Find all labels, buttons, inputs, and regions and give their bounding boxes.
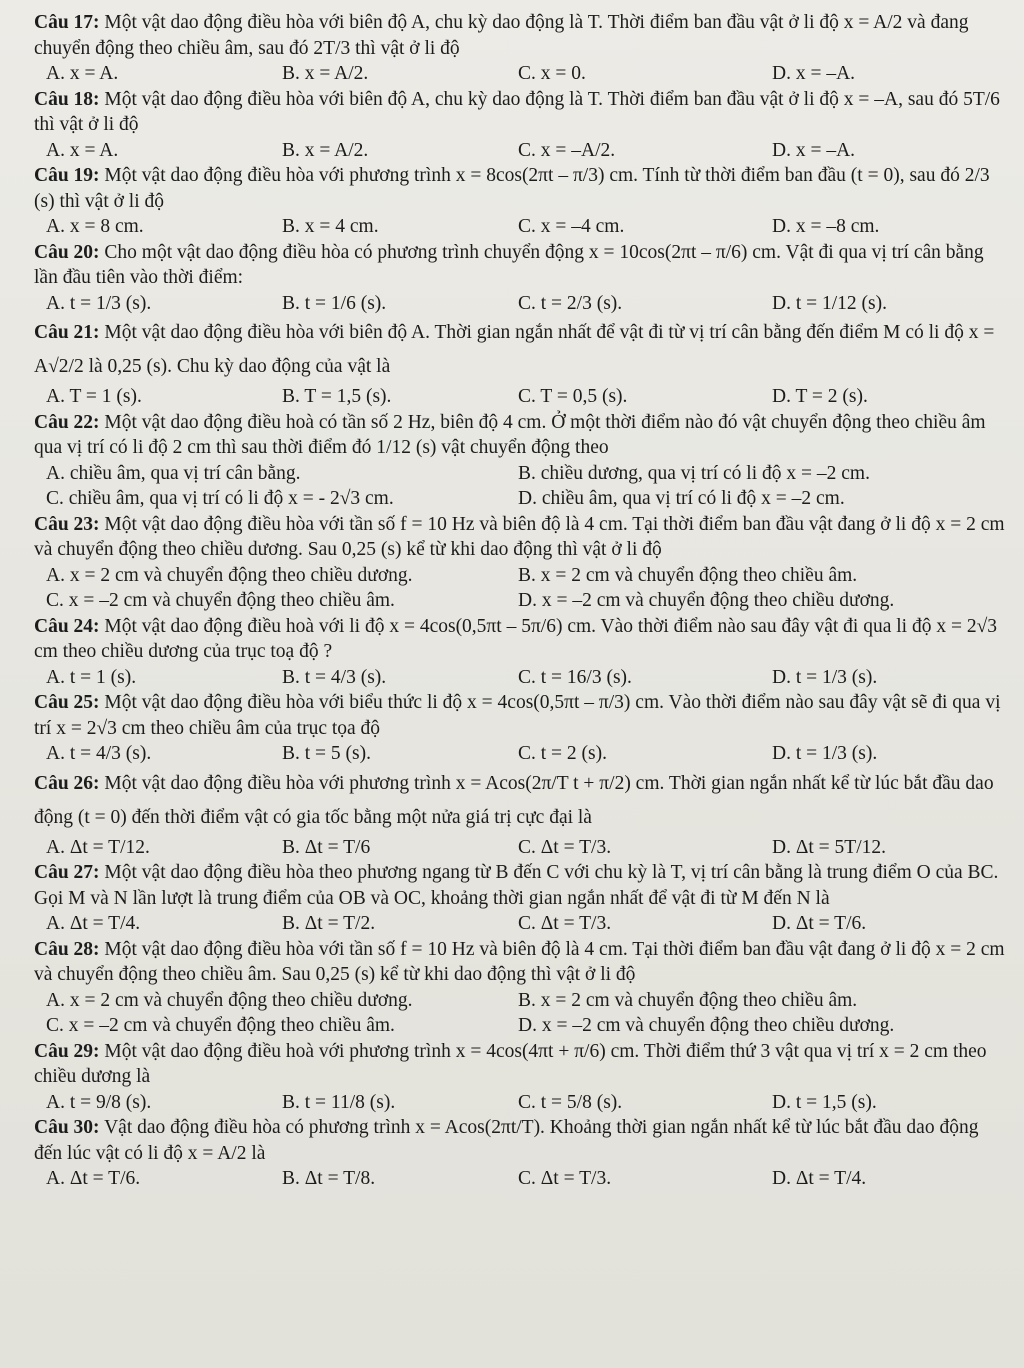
option-b: B. x = 2 cm và chuyển động theo chiều âm. <box>518 989 858 1011</box>
question-21 <box>34 316 1006 410</box>
question-label: Câu 28: <box>34 938 100 960</box>
question-text: Một vật dao động điều hòa theo phương ngang từ B đến C với chu kỳ là T, vị trí cân bằng là trung điểm O của BC. Gọi M và N lần lượt là trung điểm của OB và OC, khoảng thời gian ngắn nhất để vật đi từ M đến N là <box>34 862 999 909</box>
answer-options <box>34 461 1006 512</box>
option-c: C. t = 2/3 (s). <box>518 292 623 314</box>
option-d: D. Δt = T/6. <box>772 913 867 934</box>
question-24 <box>34 614 1006 691</box>
option-c: C. Δt = T/3. <box>518 836 612 858</box>
question-18 <box>34 87 1006 164</box>
option-d: D. t = 1/12 (s). <box>772 292 887 314</box>
answer-options <box>34 1090 1006 1116</box>
option-a: A. x = A. <box>46 139 119 161</box>
answer-options <box>34 741 1006 767</box>
option-c: C. x = –2 cm và chuyển động theo chiều âm. <box>46 1015 395 1036</box>
option-b: B. t = 11/8 (s). <box>282 1091 396 1113</box>
question-20 <box>34 240 1006 317</box>
question-label: Câu 29: <box>34 1040 100 1062</box>
answer-options <box>34 835 1006 861</box>
question-text: Một vật dao động điều hòa với biên độ A. Thời gian ngắn nhất để vật đi từ vị trí cân bằng đến điểm M có li độ x = A√2/2 là 0,25 (s). Chu kỳ dao động của vật là <box>34 322 995 377</box>
question-text: Một vật dao động điều hòa với phương trình x = Acos(2π/T t + π/2) cm. Thời gian ngắn nhất kể từ lúc bắt đầu dao động (t = 0) đến thời điểm vật có gia tốc bằng một nửa giá trị cực đại là <box>34 772 994 828</box>
option-c: C. t = 5/8 (s). <box>518 1091 623 1113</box>
option-b: B. t = 4/3 (s). <box>282 666 387 688</box>
answer-options <box>34 1166 1006 1192</box>
option-d: D. t = 1,5 (s). <box>772 1091 877 1113</box>
option-a: A. t = 4/3 (s). <box>46 743 152 764</box>
option-b: B. x = 2 cm và chuyển động theo chiều âm. <box>518 564 858 586</box>
option-a: A. x = A. <box>46 63 119 84</box>
option-d: D. t = 1/3 (s). <box>772 743 878 764</box>
option-a: A. Δt = T/12. <box>46 836 150 858</box>
option-c: C. Δt = T/3. <box>518 1168 612 1189</box>
option-c: C. t = 2 (s). <box>518 743 607 764</box>
question-label: Câu 18: <box>34 88 100 110</box>
question-text: Một vật dao động điều hòa với biên độ A, chu kỳ dao động là T. Thời điểm ban đầu vật ở li độ x = –A, sau đó 5T/6 thì vật ở li độ <box>34 88 1000 135</box>
option-c: C. x = 0. <box>518 63 586 84</box>
option-d: D. x = –2 cm và chuyển động theo chiều dương. <box>518 590 895 611</box>
question-29 <box>34 1039 1006 1116</box>
question-text: Một vật dao động điều hòa với tần số f = 10 Hz và biên độ là 4 cm. Tại thời điểm ban đầu vật đang ở li độ x = 2 cm và chuyển động theo chiều âm. Sau 0,25 (s) kể từ khi dao động thì vật ở li độ <box>34 938 1005 985</box>
answer-options <box>34 61 1006 87</box>
answer-options <box>34 563 1006 614</box>
question-17 <box>34 10 1006 87</box>
option-b: B. x = A/2. <box>282 63 369 84</box>
option-b: B. Δt = T/2. <box>282 913 376 934</box>
option-c: C. Δt = T/3. <box>518 913 612 934</box>
answer-options <box>34 665 1006 691</box>
option-b: B. x = 4 cm. <box>282 216 379 237</box>
option-c: C. t = 16/3 (s). <box>518 666 632 688</box>
answer-options <box>34 988 1006 1039</box>
option-a: A. T = 1 (s). <box>46 386 142 407</box>
option-d: D. chiều âm, qua vị trí có li độ x = –2 cm. <box>518 488 845 509</box>
option-a: A. Δt = T/4. <box>46 913 141 934</box>
option-c: C. T = 0,5 (s). <box>518 386 628 407</box>
question-text: Một vật dao động điều hoà với li độ x = 4cos(0,5πt – 5π/6) cm. Vào thời điểm nào sau đây vật đi qua li độ x = 2√3 cm theo chiều dương của trục toạ độ ? <box>34 615 998 662</box>
question-text: Một vật dao động điều hòa với biên độ A, chu kỳ dao động là T. Thời điểm ban đầu vật ở li độ x = A/2 và đang chuyển động theo chiều âm, sau đó 2T/3 thì vật ở li độ <box>34 12 969 59</box>
option-a: A. t = 9/8 (s). <box>46 1091 152 1113</box>
option-c: C. x = –A/2. <box>518 139 616 161</box>
question-label: Câu 24: <box>34 615 100 637</box>
option-d: D. Δt = T/4. <box>772 1168 867 1189</box>
option-a: A. x = 2 cm và chuyển động theo chiều dương. <box>46 989 413 1011</box>
option-a: A. t = 1 (s). <box>46 666 137 688</box>
question-label: Câu 26: <box>34 772 100 794</box>
question-label: Câu 17: <box>34 12 100 33</box>
option-a: A. x = 2 cm và chuyển động theo chiều dương. <box>46 564 413 586</box>
answer-options <box>34 384 1006 410</box>
option-d: D. x = –2 cm và chuyển động theo chiều dương. <box>518 1015 895 1036</box>
question-25 <box>34 690 1006 767</box>
option-a: A. chiều âm, qua vị trí cân bằng. <box>46 462 301 484</box>
answer-options <box>34 911 1006 937</box>
question-label: Câu 20: <box>34 241 100 263</box>
question-label: Câu 19: <box>34 165 100 186</box>
option-d: D. x = –A. <box>772 139 856 161</box>
question-28 <box>34 937 1006 1039</box>
question-text: Một vật dao động điều hòa với tần số f = 10 Hz và biên độ là 4 cm. Tại thời điểm ban đầu vật đang ở li độ x = 2 cm và chuyển động theo chiều dương. Sau 0,25 (s) kể từ khi dao động thì vật ở li độ <box>34 513 1005 560</box>
option-b: B. t = 5 (s). <box>282 743 371 764</box>
question-23 <box>34 512 1006 614</box>
option-a: A. Δt = T/6. <box>46 1168 141 1189</box>
answer-options <box>34 291 1006 317</box>
question-label: Câu 25: <box>34 692 100 713</box>
option-d: D. x = –8 cm. <box>772 216 880 237</box>
option-d: D. x = –A. <box>772 63 856 84</box>
option-c: C. chiều âm, qua vị trí có li độ x = - 2√3 cm. <box>46 488 394 509</box>
answer-options <box>34 214 1006 240</box>
option-b: B. t = 1/6 (s). <box>282 292 387 314</box>
option-b: B. Δt = T/8. <box>282 1168 376 1189</box>
option-a: A. t = 1/3 (s). <box>46 292 152 314</box>
option-d: D. T = 2 (s). <box>772 386 868 407</box>
option-a: A. x = 8 cm. <box>46 216 144 237</box>
question-label: Câu 27: <box>34 862 100 883</box>
question-label: Câu 21: <box>34 322 100 343</box>
option-c: C. x = –2 cm và chuyển động theo chiều âm. <box>46 590 395 611</box>
question-label: Câu 23: <box>34 513 100 535</box>
question-text: Một vật dao động điều hòa với biểu thức li độ x = 4cos(0,5πt – π/3) cm. Vào thời điểm nào sau đây vật sẽ đi qua vị trí x = 2√3 cm theo chiều âm của trục tọa độ <box>34 692 1001 739</box>
option-d: D. Δt = 5T/12. <box>772 836 886 858</box>
option-b: B. Δt = T/6 <box>282 836 371 858</box>
option-b: B. T = 1,5 (s). <box>282 386 392 407</box>
question-22 <box>34 410 1006 512</box>
question-30 <box>34 1115 1006 1192</box>
question-text: Một vật dao động điều hoà với phương trình x = 4cos(4πt + π/6) cm. Thời điểm thứ 3 vật qua vị trí x = 2 cm theo chiều dương là <box>34 1040 987 1087</box>
question-19 <box>34 163 1006 240</box>
option-c: C. x = –4 cm. <box>518 216 625 237</box>
question-text: Cho một vật dao động điều hòa có phương trình chuyển động x = 10cos(2πt – π/6) cm. Vật đi qua vị trí cân bằng lần đầu tiên vào thời điểm: <box>34 241 984 288</box>
option-d: D. t = 1/3 (s). <box>772 666 878 688</box>
question-text: Một vật dao động điều hòa với phương trình x = 8cos(2πt – π/3) cm. Tính từ thời điểm ban đầu (t = 0), sau đó 2/3 (s) thì vật ở li độ <box>34 165 990 212</box>
question-label: Câu 22: <box>34 411 100 433</box>
question-text: Một vật dao động điều hoà có tần số 2 Hz, biên độ 4 cm. Ở một thời điểm nào đó vật chuyển động theo chiều âm qua vị trí có li độ 2 cm thì sau thời điểm đó 1/12 (s) vật chuyển động theo <box>34 411 986 458</box>
question-26 <box>34 767 1006 861</box>
answer-options <box>34 138 1006 164</box>
option-b: B. x = A/2. <box>282 139 369 161</box>
question-label: Câu 30: <box>34 1117 100 1138</box>
question-text: Vật dao động điều hòa có phương trình x = Acos(2πt/T). Khoảng thời gian ngắn nhất kể từ lúc bắt đầu dao động đến lúc vật có li độ x = A/2 là <box>34 1117 979 1164</box>
option-b: B. chiều dương, qua vị trí có li độ x = –2 cm. <box>518 462 870 484</box>
question-27 <box>34 860 1006 937</box>
